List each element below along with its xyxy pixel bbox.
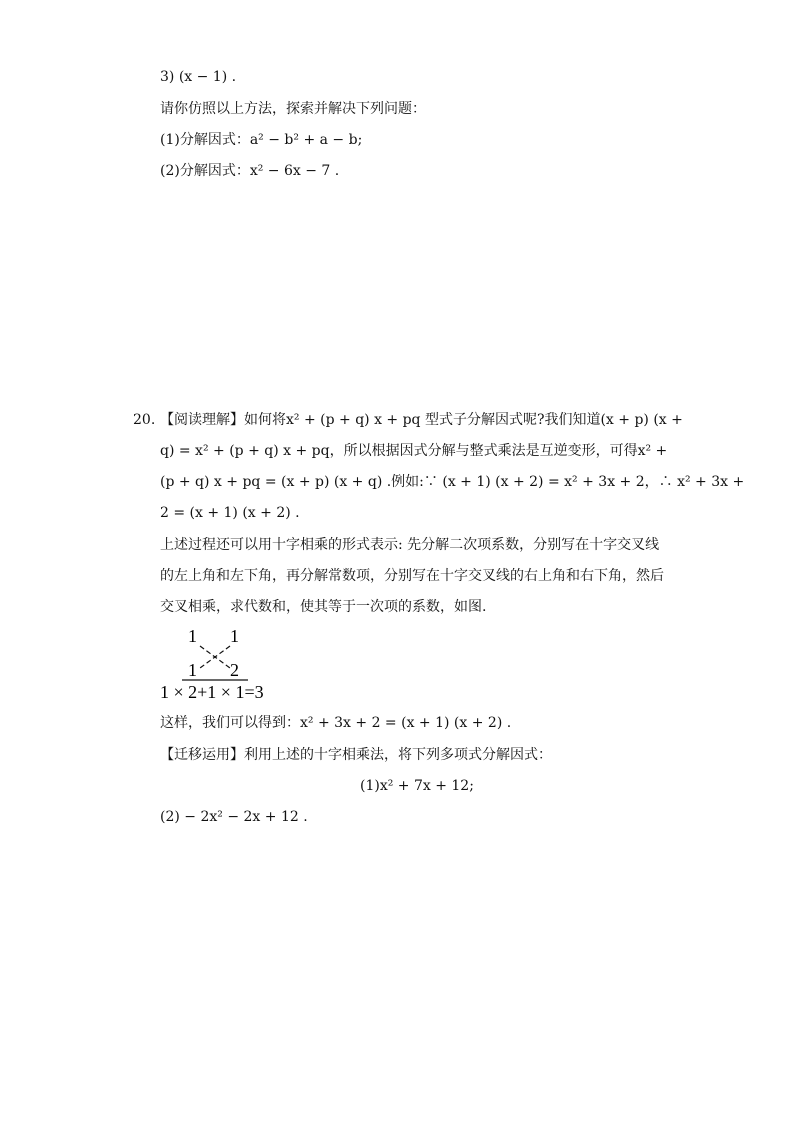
question-line-1: 【阅读理解】如何将x² + (p + q) x + pq 型式子分解因式呢?我们知道(x + p) (x + bbox=[160, 412, 683, 428]
question-line-6: 的左上角和左下角，再分解常数项，分别写在十字交叉线的右上角和右下角，然后 bbox=[160, 568, 664, 584]
question-line-5: 上述过程还可以用十字相乘的形式表示: 先分解二次项系数，分别写在十字交叉线 bbox=[160, 537, 660, 553]
question-line-2: q) = x² + (p + q) x + pq，所以根据因式分解与整式乘法是互逆变形，可得x² + bbox=[160, 443, 668, 459]
subquestion-2: (2) − 2x² − 2x + 12 . bbox=[160, 809, 308, 825]
diagram-top-right: 1 bbox=[230, 626, 239, 646]
question-line-9: 【迁移运用】利用上述的十字相乘法，将下列多项式分解因式： bbox=[160, 747, 552, 763]
line-top-2: 请你仿照以上方法，探索并解决下列问题： bbox=[160, 101, 426, 117]
question-line-4: 2 = (x + 1) (x + 2) . bbox=[160, 505, 300, 521]
line-top-3: (1)分解因式：a² − b² + a − b; bbox=[160, 132, 363, 148]
question-number: 20. bbox=[133, 412, 156, 428]
line-top-4: (2)分解因式：x² − 6x − 7 . bbox=[160, 163, 340, 179]
diagram-result: 1 × 2+1 × 1=3 bbox=[160, 682, 264, 702]
subquestion-1: (1)x² + 7x + 12; bbox=[360, 778, 474, 794]
line-top-1: 3) (x − 1) . bbox=[160, 69, 237, 85]
cross-multiplication-diagram bbox=[158, 624, 278, 704]
diagram-top-left: 1 bbox=[188, 626, 197, 646]
diagram-cross-line-2 bbox=[200, 646, 230, 668]
question-line-3: (p + q) x + pq = (x + p) (x + q) .例如:∵ (x + 1) (x + 2) = x² + 3x + 2，∴ x² + 3x + bbox=[160, 474, 745, 490]
question-line-7: 交叉相乘，求代数和，使其等于一次项的系数，如图. bbox=[160, 599, 487, 615]
diagram-bottom-right: 2 bbox=[230, 660, 239, 680]
diagram-bottom-left: 1 bbox=[188, 660, 197, 680]
question-line-8: 这样，我们可以得到：x² + 3x + 2 = (x + 1) (x + 2) . bbox=[160, 715, 512, 731]
